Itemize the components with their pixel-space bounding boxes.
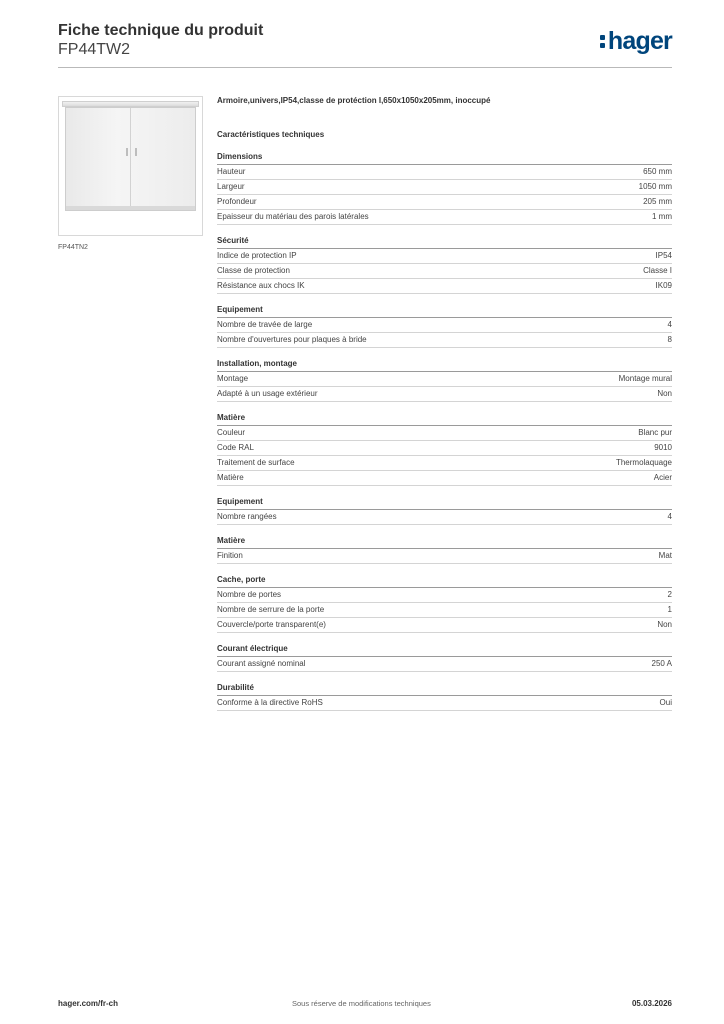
logo-colon-icon <box>600 33 606 49</box>
spec-label: Nombre rangées <box>217 512 277 521</box>
footer-date: 05.03.2026 <box>631 999 672 1008</box>
spec-row <box>217 333 672 348</box>
spec-label: Epaisseur du matériau des parois latérales <box>217 212 369 221</box>
spec-label: Hauteur <box>217 167 246 176</box>
spec-value: 650 mm <box>643 167 672 176</box>
spec-content <box>217 95 672 711</box>
spec-value: 4 <box>667 320 672 329</box>
spec-value: 4 <box>667 512 672 521</box>
spec-label: Matière <box>217 473 244 482</box>
spec-row <box>217 210 672 225</box>
spec-group <box>217 643 672 672</box>
spec-value: Acier <box>653 473 672 482</box>
spec-value: Thermolaquage <box>615 458 672 467</box>
spec-row <box>217 471 672 486</box>
spec-group <box>217 535 672 564</box>
image-caption: FP44TN2 <box>58 244 88 251</box>
footer-notice: Sous réserve de modifications techniques <box>292 999 431 1008</box>
spec-row <box>217 195 672 210</box>
spec-group-title: Equipement <box>217 304 672 318</box>
spec-value: 1 mm <box>652 212 672 221</box>
spec-label: Nombre d'ouvertures pour plaques à bride <box>217 335 367 344</box>
spec-value: 8 <box>667 335 672 344</box>
spec-group-title: Durabilité <box>217 682 672 696</box>
spec-row <box>217 249 672 264</box>
spec-row <box>217 510 672 525</box>
spec-group-title: Cache, porte <box>217 574 672 588</box>
page-title: Fiche technique du produit <box>58 22 264 39</box>
spec-value: Montage mural <box>618 374 672 383</box>
header <box>58 22 672 59</box>
spec-value: Blanc pur <box>638 428 672 437</box>
spec-row <box>217 426 672 441</box>
spec-row <box>217 696 672 711</box>
spec-label: Nombre de travée de large <box>217 320 313 329</box>
spec-value: 2 <box>667 590 672 599</box>
spec-row <box>217 657 672 672</box>
spec-row <box>217 603 672 618</box>
spec-row <box>217 180 672 195</box>
spec-group-title: Matière <box>217 535 672 549</box>
spec-label: Conforme à la directive RoHS <box>217 698 323 707</box>
spec-group-title: Sécurité <box>217 235 672 249</box>
product-reference: FP44TW2 <box>58 41 131 58</box>
spec-row <box>217 387 672 402</box>
spec-row <box>217 264 672 279</box>
cabinet-icon <box>65 107 196 211</box>
spec-group <box>217 358 672 402</box>
spec-label: Couleur <box>217 428 246 437</box>
spec-group-title: Courant électrique <box>217 643 672 657</box>
spec-label: Adapté à un usage extérieur <box>217 389 318 398</box>
spec-row <box>217 618 672 633</box>
spec-row <box>217 456 672 471</box>
spec-group-title: Installation, montage <box>217 358 672 372</box>
spec-group <box>217 496 672 525</box>
spec-value: Non <box>657 389 672 398</box>
spec-group <box>217 304 672 348</box>
section-heading: Caractéristiques techniques <box>217 130 325 139</box>
spec-row <box>217 549 672 564</box>
spec-group <box>217 574 672 633</box>
spec-label: Code RAL <box>217 443 254 452</box>
spec-value: 250 A <box>651 659 672 668</box>
spec-value: IK09 <box>655 281 672 290</box>
spec-group-title: Matière <box>217 412 672 426</box>
hager-logo <box>600 26 672 56</box>
spec-label: Finition <box>217 551 243 560</box>
spec-row <box>217 441 672 456</box>
spec-label: Montage <box>217 374 249 383</box>
spec-group-title: Dimensions <box>217 151 672 165</box>
spec-label: Nombre de portes <box>217 590 282 599</box>
product-description: Armoire,univers,IP54,classe de protéction I,650x1050x205mm, inoccupé <box>217 96 491 105</box>
logo-text: hager <box>607 27 672 55</box>
spec-value: 1050 mm <box>638 182 672 191</box>
spec-label: Indice de protection IP <box>217 251 297 260</box>
spec-label: Courant assigné nominal <box>217 659 306 668</box>
spec-row <box>217 318 672 333</box>
spec-value: IP54 <box>655 251 672 260</box>
spec-value: 1 <box>667 605 672 614</box>
spec-label: Traitement de surface <box>217 458 295 467</box>
spec-row <box>217 165 672 180</box>
product-image <box>58 96 203 236</box>
spec-row <box>217 372 672 387</box>
spec-group <box>217 682 672 711</box>
spec-label: Classe de protection <box>217 266 290 275</box>
spec-value: Non <box>657 620 672 629</box>
spec-label: Résistance aux chocs IK <box>217 281 305 290</box>
spec-group <box>217 151 672 225</box>
spec-label: Largeur <box>217 182 245 191</box>
spec-value: Classe I <box>643 266 672 275</box>
spec-label: Profondeur <box>217 197 257 206</box>
spec-group <box>217 235 672 294</box>
spec-value: 9010 <box>654 443 672 452</box>
spec-value: Mat <box>658 551 672 560</box>
header-divider <box>58 67 672 68</box>
spec-group-title: Equipement <box>217 496 672 510</box>
spec-value: 205 mm <box>643 197 672 206</box>
spec-label: Couvercle/porte transparent(e) <box>217 620 326 629</box>
spec-groups <box>217 151 672 711</box>
spec-value: Oui <box>659 698 672 707</box>
spec-label: Nombre de serrure de la porte <box>217 605 325 614</box>
spec-row <box>217 279 672 294</box>
footer-website: hager.com/fr-ch <box>58 999 119 1008</box>
spec-group <box>217 412 672 486</box>
spec-row <box>217 588 672 603</box>
